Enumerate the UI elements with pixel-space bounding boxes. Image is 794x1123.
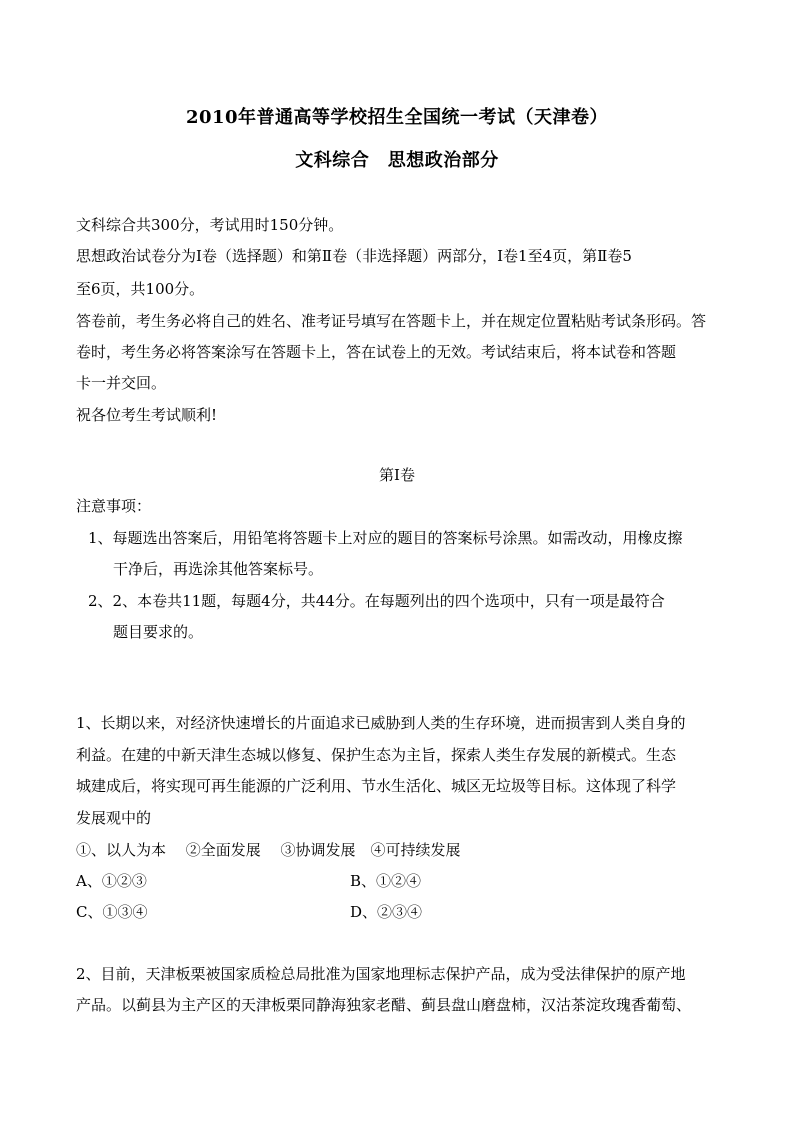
- intro-line: 卡一并交回。: [76, 374, 167, 392]
- section-heading: 第I卷: [379, 466, 415, 484]
- intro-line: 文科综合共300分，考试用时150分钟。: [76, 216, 344, 234]
- question-1-stem: 城建成后，将实现可再生能源的广泛利用、节水生活化、城区无垃圾等目标。这体现了科学: [76, 777, 677, 795]
- question-2-stem: 2、目前，天津板栗被国家质检总局批准为国家地理标志保护产品，成为受法律保护的原产地: [76, 965, 686, 983]
- option-a: A、①②③: [76, 872, 147, 890]
- intro-line: 卷时，考生务必将答案涂写在答题卡上，答在试卷上的无效。考试结束后，将本试卷和答题: [76, 343, 677, 361]
- exam-subtitle: 文科综合 思想政治部分: [295, 150, 499, 171]
- question-1-stem: 1、长期以来，对经济快速增长的片面追求已威胁到人类的生存环境，进而损害到人类自身的: [76, 714, 686, 732]
- notes-label: 注意事项：: [76, 497, 152, 515]
- exam-title: 2010年普通高等学校招生全国统一考试（天津卷）: [185, 107, 609, 128]
- note-item: 2、2、本卷共11题，每题4分，共44分。在每题列出的四个选项中，只有一项是最符合: [88, 592, 665, 610]
- intro-line: 至6页，共100分。: [76, 280, 205, 298]
- question-1-stem: 利益。在建的中新天津生态城以修复、保护生态为主旨，探索人类生存发展的新模式。生态: [76, 746, 677, 764]
- note-item: 干净后，再选涂其他答案标号。: [113, 560, 324, 578]
- intro-line: 祝各位考生考试顺利!: [76, 406, 218, 424]
- note-item: 1、每题选出答案后，用铅笔将答题卡上对应的题目的答案标号涂黑。如需改动，用橡皮擦: [88, 529, 683, 547]
- option-b: B、①②④: [350, 872, 422, 890]
- question-1-stem: 发展观中的: [76, 809, 152, 827]
- question-2-stem: 产品。以蓟县为主产区的天津板栗同静海独家老醋、蓟县盘山磨盘柿，汉沽茶淀玫瑰香葡萄、: [76, 996, 692, 1014]
- intro-line: 思想政治试卷分为I卷（选择题）和第Ⅱ卷（非选择题）两部分，I卷1至4页，第Ⅱ卷5: [76, 247, 632, 265]
- note-item: 题目要求的。: [113, 623, 204, 641]
- option-c: C、①③④: [76, 903, 148, 921]
- intro-line: 答卷前，考生务必将自己的姓名、准考证号填写在答题卡上，并在规定位置粘贴考试条形码。答: [76, 312, 707, 330]
- question-1-items: ①、以人为本 ②全面发展 ③协调发展 ④可持续发展: [76, 841, 461, 859]
- option-d: D、②③④: [350, 903, 423, 921]
